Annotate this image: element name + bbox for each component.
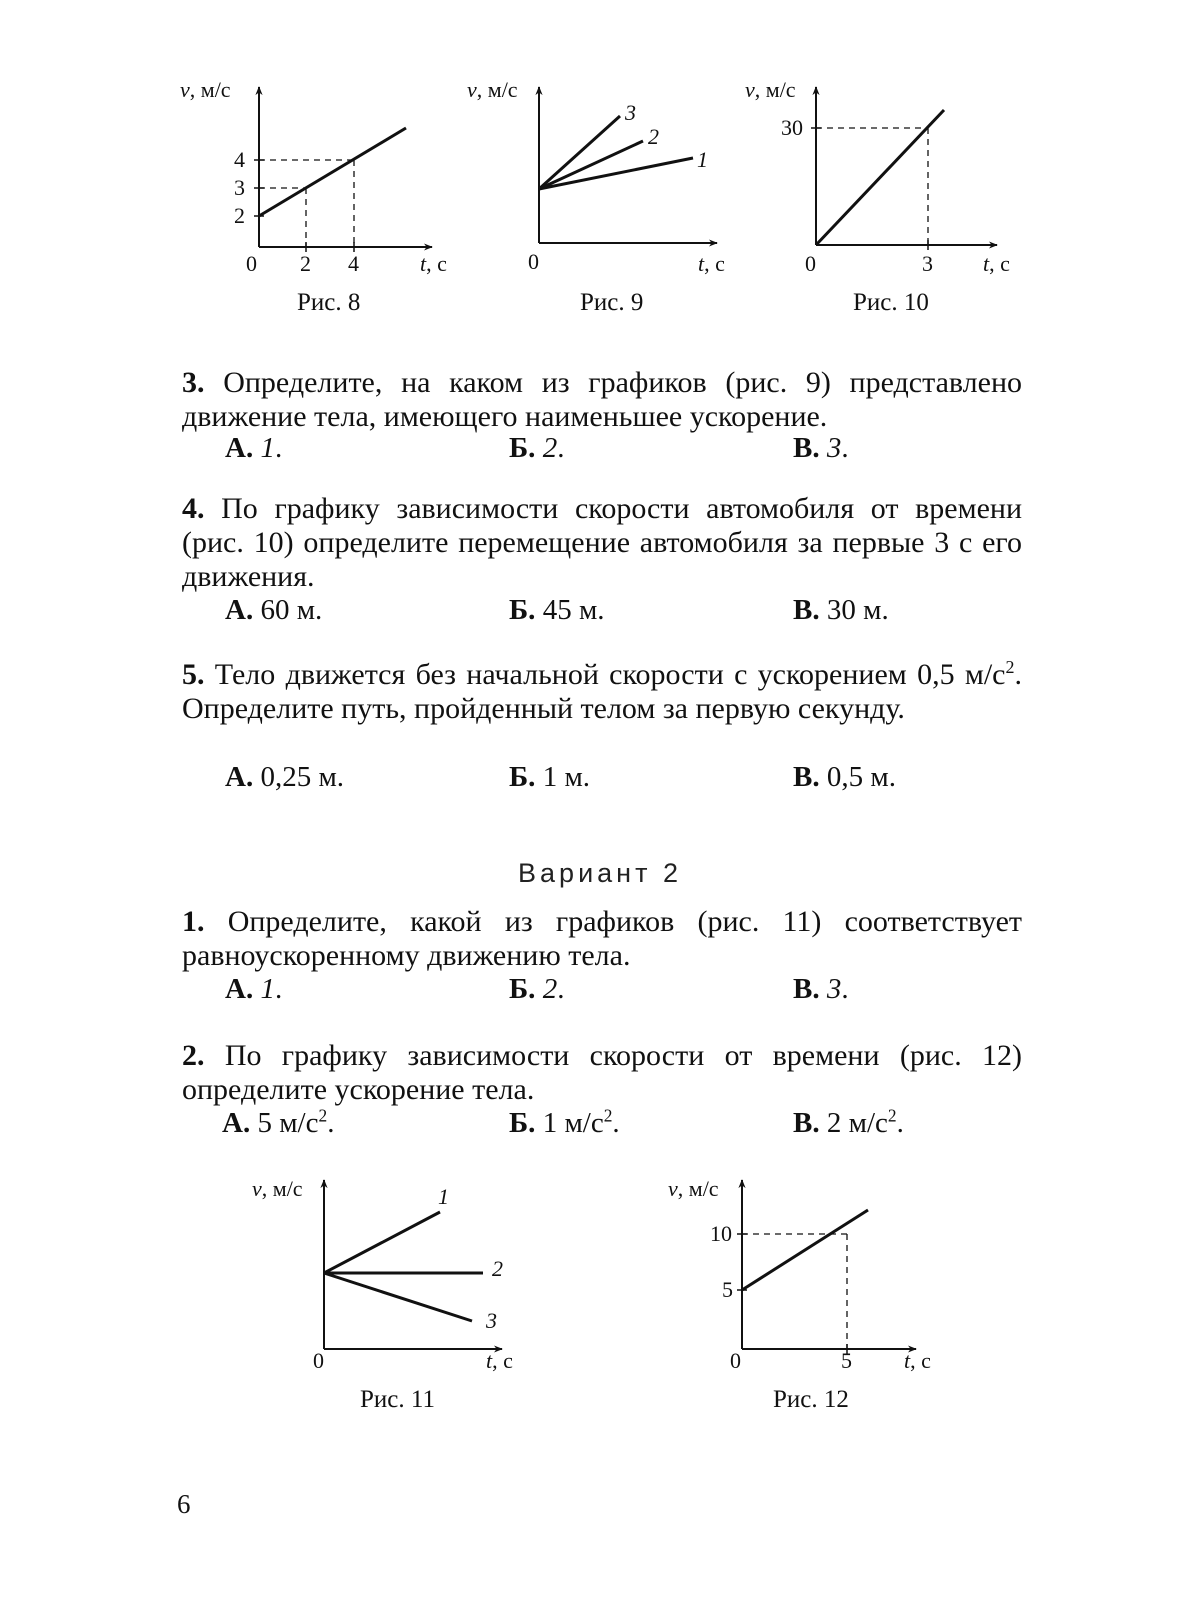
figure-8-caption: Рис. 8 [297,289,361,316]
figure-10-caption: Рис. 10 [853,289,929,316]
line-1 [324,1212,440,1273]
x-axis-label: t, с [983,251,1010,276]
line-2 [539,141,643,189]
line-label-2: 2 [492,1256,503,1281]
figure-10 [735,75,1035,285]
velocity-line [259,128,406,216]
x-axis-label: t, с [486,1348,513,1373]
answer-option: В. 3. [793,432,849,464]
line-label-3: 3 [625,100,636,125]
figure-11 [240,1172,540,1382]
figure-11-caption: Рис. 11 [360,1386,435,1413]
answer-option: А. 1. [225,973,283,1005]
answer-option: В. 30 м. [793,594,889,626]
y-axis-label: v, м/с [180,77,231,102]
line-1 [539,158,693,189]
x-axis-label: t, с [904,1348,931,1373]
line-label-3: 3 [486,1308,497,1333]
line-3 [539,116,620,189]
y-axis-label: v, м/с [745,77,796,102]
answer-option: Б. 1 м. [509,761,591,793]
velocity-line [816,110,944,245]
figure-8 [170,75,470,285]
line-label-2: 2 [648,124,659,149]
y-axis-label: v, м/с [668,1176,719,1201]
origin-label: 0 [246,251,257,276]
line-label-1: 1 [438,1184,449,1209]
y-axis-label: v, м/с [467,77,518,102]
variant2-question-2: 2. По графику зависимости скорости от времени (рис. 12) определите ускорение тела. [182,1039,1023,1106]
answer-option: Б. 2. [509,973,565,1005]
origin-label: 0 [528,249,539,274]
question-3: 3. Определите, на каком из графиков (рис. 9) представлено движение тела, имеющего наименьшее ускорение. [182,366,1023,433]
origin-label: 0 [313,1348,324,1373]
answer-option: А. 1. [225,432,283,464]
answer-option: Б. 2. [509,432,565,464]
page-number: 6 [177,1489,191,1519]
answer-option: В. 0,5 м. [793,761,896,793]
velocity-line [742,1210,868,1290]
figure-12 [660,1172,960,1382]
y-tick-label: 10 [710,1221,732,1246]
answer-option: А. 60 м. [225,594,323,626]
answer-option: В. 3. [793,973,849,1005]
x-tick-label: 5 [841,1348,852,1373]
y-tick-label: 4 [234,147,245,172]
variant-heading: Вариант 2 [518,858,682,888]
y-tick-label: 5 [722,1277,733,1302]
answer-option: Б. 1 $м/с^2$. [509,1105,620,1139]
line-3 [324,1273,472,1321]
x-tick-label: 4 [348,251,359,276]
figure-9 [455,75,755,285]
y-tick-label: 3 [234,175,245,200]
y-tick-label: 30 [781,115,803,140]
origin-label: 0 [730,1348,741,1373]
answer-option: В. 2 $м/с^2$. [793,1105,904,1139]
line-label-1: 1 [697,147,708,172]
y-tick-label: 2 [234,203,245,228]
x-axis-label: t, с [698,251,725,276]
variant2-question-1: 1. Определите, какой из графиков (рис. 11) соответствует равноускоренному движению тела. [182,905,1023,972]
figure-12-caption: Рис. 12 [773,1386,849,1413]
figure-9-caption: Рис. 9 [580,289,644,316]
question-5: 5. Тело движется без начальной скорости с ускорением 0,5 $м/с^2$. Определите путь, пройденный телом за первую секунду. [182,657,1022,725]
x-tick-label: 2 [300,251,311,276]
question-4: 4. По графику зависимости скорости автомобиля от времени (рис. 10) определите перемещение автомобиля за первые 3 с его движения. [182,492,1023,593]
y-axis-label: v, м/с [252,1176,303,1201]
answer-option: А. 0,25 м. [225,761,345,793]
answer-option: А. 5 $м/с^2$. [222,1105,335,1139]
x-tick-label: 3 [922,251,933,276]
answer-option: Б. 45 м. [509,594,605,626]
origin-label: 0 [805,251,816,276]
x-axis-label: t, с [420,251,447,276]
